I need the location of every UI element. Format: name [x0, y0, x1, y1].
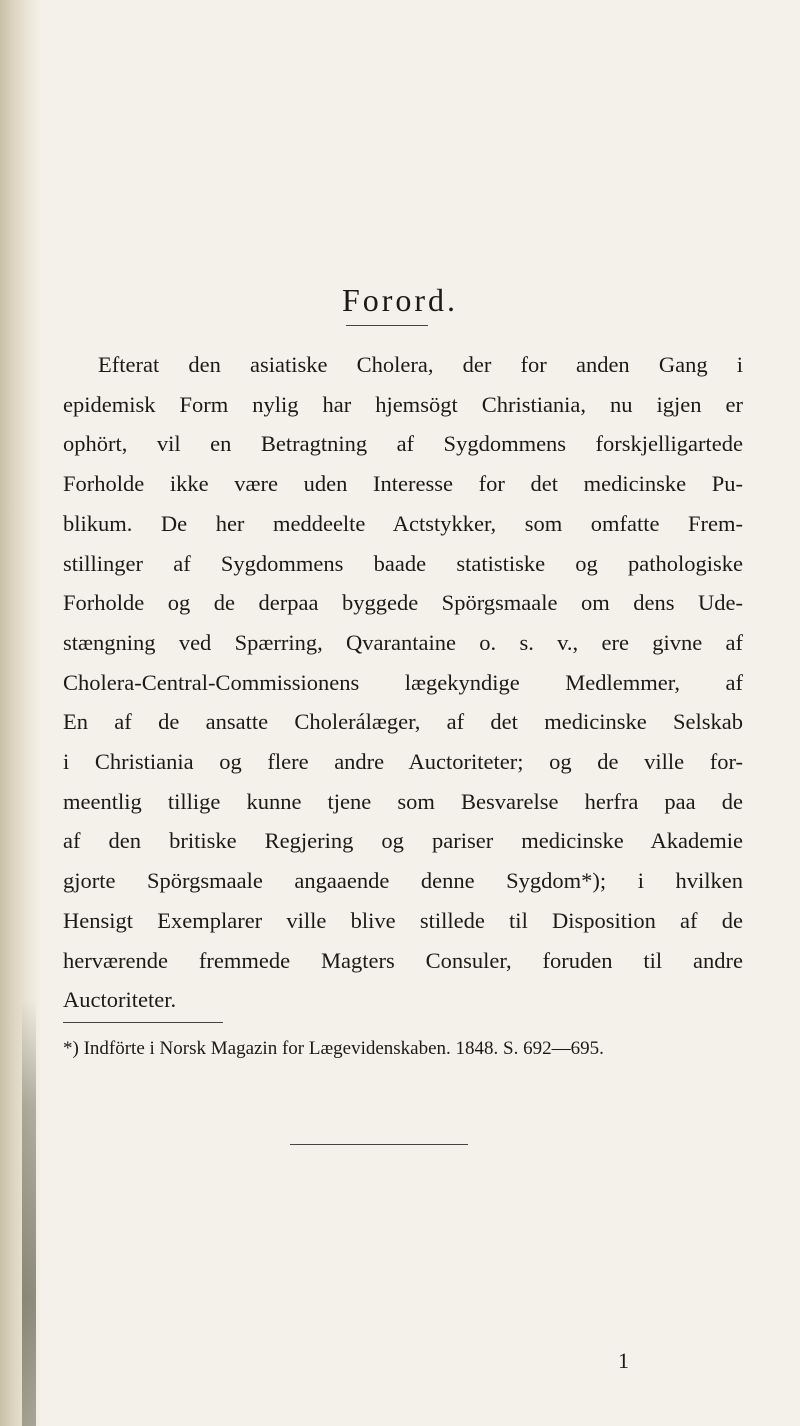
end-divider [290, 1144, 468, 1145]
page-title: Forord. [341, 282, 459, 318]
text-line: ophört, vil en Betragtning af Sygdommens forskjelligartede [63, 431, 743, 457]
text-line: stængning ved Spærring, Qvarantaine o. s. v., ere givne af [63, 629, 743, 655]
text-line: gjorte Spörgsmaale angaaende denne Sygdom*); i hvilken [63, 868, 743, 894]
text-line: stillinger af Sygdommens baade statistiske og pathologiske [63, 550, 743, 576]
text-line: Forholde ikke være uden Interesse for det medicinske Pu- [63, 471, 743, 497]
text-line: En af de ansatte Cholerálæger, af det medicinske Selskab [63, 709, 743, 735]
text-line: Efterat den asiatiske Cholera, der for anden Gang i [98, 352, 743, 377]
footnote-divider [63, 1022, 223, 1023]
text-line: Forholde og de derpaa byggede Spörgsmaale om dens Ude- [63, 590, 743, 616]
text-line: Hensigt Exemplarer ville blive stillede til Disposition af de [63, 907, 743, 933]
text-line: herværende fremmede Magters Consuler, foruden til andre [63, 947, 743, 973]
text-line: Cholera-Central-Commissionens lægekyndige Medlemmer, af [63, 669, 743, 695]
text-line: blikum. De her meddeelte Actstykker, som omfatte Frem- [63, 510, 743, 536]
text-line: Auctoriteter. [63, 987, 177, 1013]
page-number: 1 [618, 1348, 629, 1373]
text-line: epidemisk Form nylig har hjemsögt Christiania, nu igjen er [63, 391, 743, 417]
text-line: af den britiske Regjering og pariser medicinske Akademie [63, 828, 743, 854]
text-line: meentlig tillige kunne tjene som Besvarelse herfra paa de [63, 788, 743, 814]
binding-edge [22, 1000, 36, 1426]
footnote: *) Indförte i Norsk Magazin for Lægevidenskaben. 1848. S. 692—695. [63, 1038, 604, 1059]
text-line: i Christiania og flere andre Auctoriteter; og de ville for- [63, 749, 743, 775]
preface-paragraph [63, 345, 743, 1020]
title-divider [346, 325, 428, 326]
